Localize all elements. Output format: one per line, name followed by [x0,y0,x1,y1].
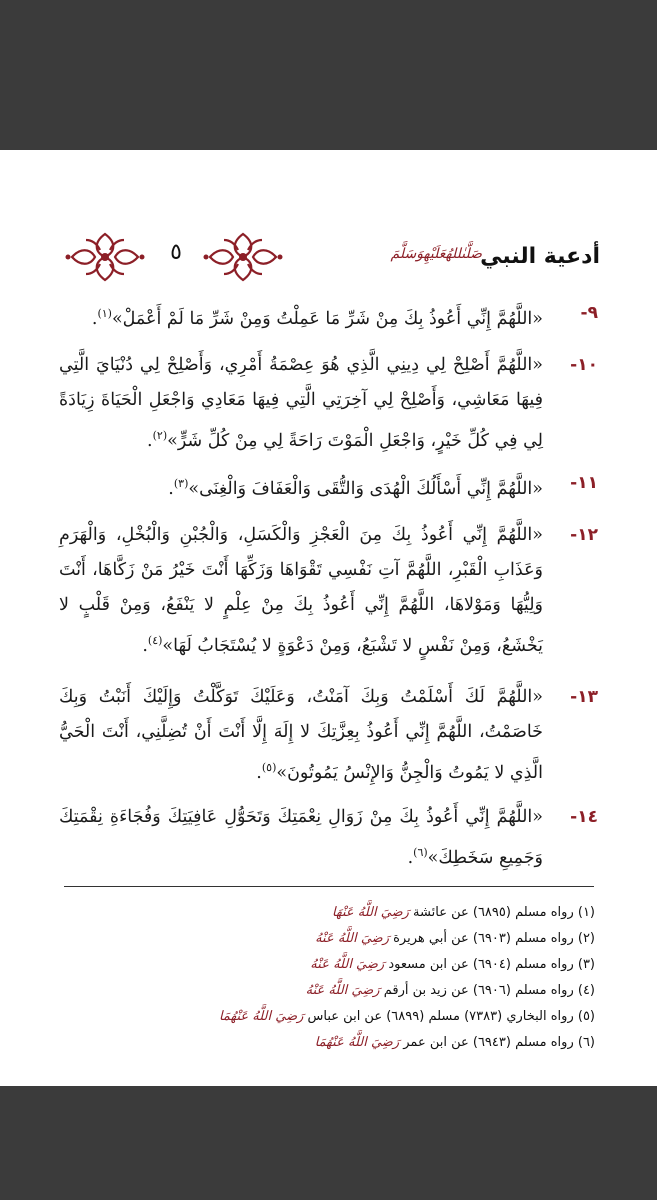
page-title: أدعية النبي [480,244,600,269]
item-number: ٩- [580,303,598,323]
item-text: «اللَّهُمَّ إِنِّي أَعُوذُ بِكَ مِنَ الْعَجْزِ وَالْكَسَلِ، وَالْجُبْنِ وَالْبُخْلِ، وَالْهَرَمِ وَعَذَابِ الْقَبْرِ، اللَّهُمَّ آتِ نَفْسِي تَقْوَاهَا وَزَكِّهَا أَنْتَ خَيْرُ مَنْ زَكَّاهَا، أَنْتَ وَلِيُّهَا وَمَوْلاهَا، اللَّهُمَّ إِنِّي أَعُوذُ بِكَ مِنْ عِلْمٍ لا يَنْفَعُ، وَمِنْ قَلْبٍ لا يَخْشَعُ، وَمِنْ نَفْسٍ لا تَشْبَعُ، وَمِنْ دَعْوَةٍ لا يُسْتَجَابُ لَهَا»$^{(٤)}$. [59,525,543,656]
supplication-item [59,296,598,337]
supplication-item [59,466,598,507]
item-number: ١١- [570,473,598,493]
salutation-text: صَلَّىٰللهُعَلَيْهِوَسَلَّمَ [390,246,482,262]
item-number: ١٤- [570,807,598,827]
ornament-icon [64,228,146,286]
item-text: «اللَّهُمَّ إِنِّي أَعُوذُ بِكَ مِنْ زَوَالِ نِعْمَتِكَ وَتَحَوُّلِ عَافِيَتِكَ وَفُجَاءَةِ نِقْمَتِكَ وَجَمِيعِ سَخَطِكَ»$^{(٦)}$. [59,807,543,868]
footnote-ref: (٤) [147,634,163,647]
supplication-item [59,800,598,876]
footnote-divider [64,886,594,887]
footnote-row: (٤) رواه مسلم (٦٩٠٦) عن زيد بن أرقم رَضِيَ اللَّهُ عَنْهُ [305,983,595,998]
footnote-row: (٢) رواه مسلم (٦٩٠٣) عن أبي هريرة رَضِيَ اللَّهُ عَنْهُ [315,931,595,946]
item-text: «اللَّهُمَّ إِنِّي أَعُوذُ بِكَ مِنْ شَرِّ مَا عَمِلْتُ وَمِنْ شَرِّ مَا لَمْ أَعْمَلْ»$^{(١)}$. [91,307,543,329]
footnote-ref: (٥) [261,761,277,774]
footnote-row: (٦) رواه مسلم (٦٩٤٣) عن ابن عمر رَضِيَ اللَّهُ عَنْهُمَا [314,1035,595,1050]
page-header [64,228,600,286]
footnote-ref: (٣) [173,477,189,490]
item-number: ١٢- [570,525,598,545]
footnotes [59,900,595,1056]
footnote-row: (٥) رواه البخاري (٧٣٨٣) مسلم (٦٨٩٩) عن ابن عباس رَضِيَ اللَّهُ عَنْهُمَا [218,1009,595,1024]
footnote-ref: (١) [97,307,112,320]
page-number: ٥ [170,240,182,265]
supplication-item [59,348,598,459]
supplication-item [59,518,598,664]
book-page [0,150,657,1086]
footnote-row: (١) رواه مسلم (٦٨٩٥) عن عائشة رَضِيَ اللَّهُ عَنْهَا [332,905,595,920]
supplication-item [59,680,598,791]
bottom-dark-bar [0,1086,657,1200]
item-number: ١٣- [570,687,598,707]
footnote-ref: (٢) [152,429,168,442]
item-text: «اللَّهُمَّ أَصْلِحْ لِي دِينِي الَّذِي هُوَ عِصْمَةُ أَمْرِي، وَأَصْلِحْ لِي دُنْيَايَ الَّتِي فِيهَا مَعَاشِي، وَأَصْلِحْ لِي آخِرَتِي الَّتِي فِيهَا مَعَادِي وَاجْعَلِ الْحَيَاةَ زِيَادَةً لِي فِي كُلِّ خَيْرٍ، وَاجْعَلِ الْمَوْتَ رَاحَةً لِي مِنْ كُلِّ شَرٍّ»$^{(٢)}$. [59,355,543,451]
item-number: ١٠- [570,355,598,375]
item-text: «اللَّهُمَّ إِنِّي أَسْأَلُكَ الْهُدَى وَالتُّقَى وَالْعَفَافَ وَالْغِنَى»$^{(٣)}$. [168,477,543,499]
item-text: «اللَّهُمَّ لَكَ أَسْلَمْتُ وَبِكَ آمَنْتُ، وَعَلَيْكَ تَوَكَّلْتُ وَإِلَيْكَ أَنَبْتُ وَبِكَ خَاصَمْتُ، اللَّهُمَّ إِنِّي أَعُوذُ بِعِزَّتِكَ لا إِلَهَ إِلَّا أَنْتَ أَنْ تُضِلَّنِي، أَنْتَ الْحَيُّ الَّذِي لا يَمُوتُ وَالْجِنُّ وَالإِنْسُ يَمُوتُونَ»$^{(٥)}$. [59,687,543,783]
footnote-ref: (٦) [413,846,428,859]
footnote-row: (٣) رواه مسلم (٦٩٠٤) عن ابن مسعود رَضِيَ اللَّهُ عَنْهُ [310,957,595,972]
top-dark-bar [0,0,657,150]
ornament-icon [202,228,284,286]
